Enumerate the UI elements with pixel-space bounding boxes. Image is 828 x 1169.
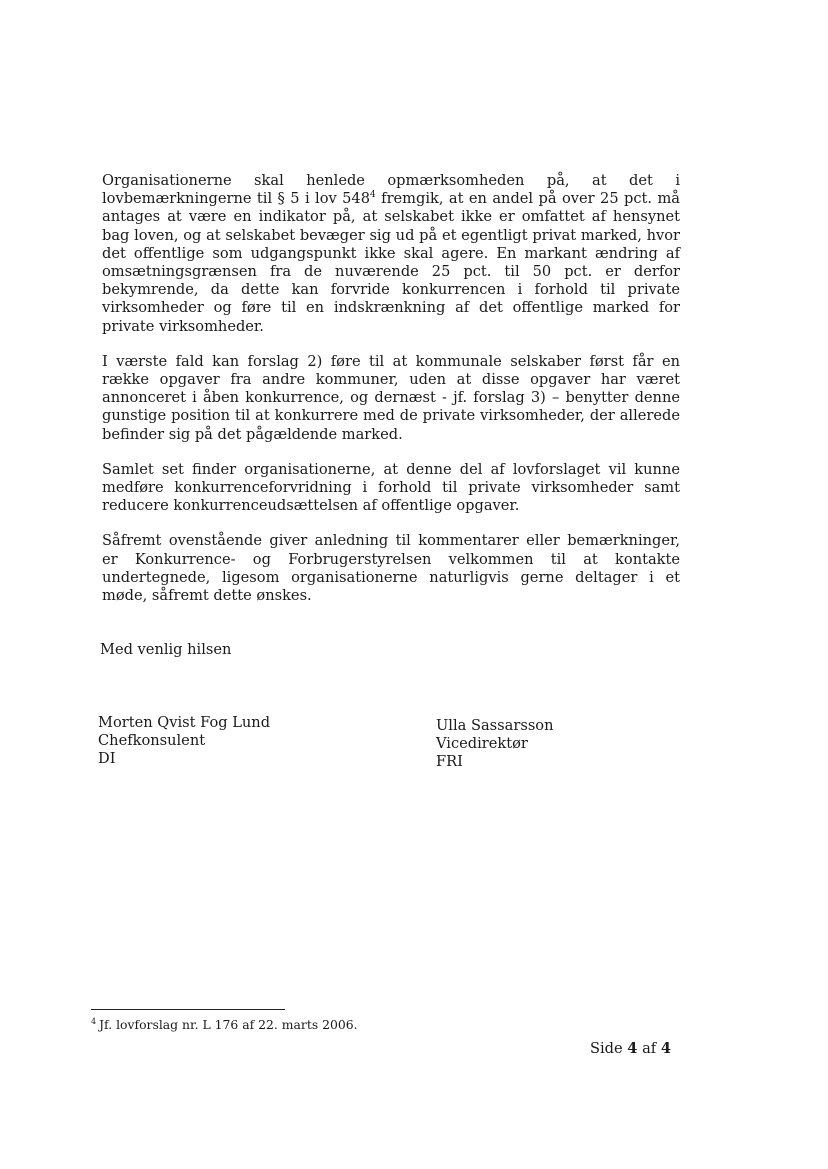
page-number-separator: af	[637, 1040, 661, 1057]
signatory-title: Chefkonsulent	[98, 732, 206, 749]
paragraph-1-part-1: Organisationerne skal henlede opmærksomheden på, at det i lovbemærkningerne til § 5 i lov 548	[102, 172, 680, 208]
signature-block-di	[98, 714, 270, 768]
paragraph-4: Såfremt ovenstående giver anledning til kommentarer eller bemærkninger, er Konkurrence- og Forbrugerstyrelsen velkommen til at kontakte undertegnede, ligesom organisationerne naturligvis gerne deltager i et møde, såfremt dette ønskes.	[102, 532, 680, 605]
paragraph-2: I værste fald kan forslag 2) føre til at kommunale selskaber først får en række opgaver fra andre kommuner, uden at disse opgaver har været annonceret i åben konkurrence, og dernæst - jf. forslag 3) – benytter denne gunstige position til at konkurrere med de private virksomheder, der allerede befinder sig på det pågældende marked.	[102, 352, 680, 443]
signatory-organization: DI	[98, 750, 116, 767]
paragraph-3: Samlet set finder organisationerne, at denne del af lovforslaget vil kunne medføre konkurrenceforvridning i forhold til private virksomheder samt reducere konkurrenceudsættelsen af offentlige opgaver.	[102, 460, 680, 515]
paragraph-1-part-2: fremgik, at en andel på over 25 pct. må antages at være en indikator på, at selskabet ikke er omfattet af hensynet bag loven, og at selskabet bevæger sig ud på et egentligt privat marked, hvor det offentlige som udgangspunkt ikke skal agere. En markant ændring af omsætningsgrænsen fra de nuværende 25 pct. til 50 pct. er derfor bekymrende, da dette kan forvride konkurrencen i forhold til private virksomheder og føre til en indskrænkning af det offentlige marked for private virksomheder.	[102, 190, 680, 335]
letter-body	[102, 172, 680, 622]
paragraph-1	[102, 172, 680, 336]
closing-salutation: Med venlig hilsen	[100, 641, 232, 658]
footnote	[91, 1017, 358, 1032]
signatory-title: Vicedirektør	[436, 735, 528, 752]
page-number-total: 4	[660, 1040, 671, 1057]
signature-block-fri	[436, 717, 554, 771]
page-number	[590, 1040, 671, 1058]
signatory-name: Ulla Sassarsson	[436, 717, 554, 734]
signatory-name: Morten Qvist Fog Lund	[98, 714, 271, 731]
footnote-divider	[91, 1009, 285, 1010]
footnote-mark: 4	[91, 1016, 97, 1026]
footnote-reference: 4	[370, 190, 376, 201]
page-number-prefix: Side	[590, 1040, 628, 1057]
footnote-text: Jf. lovforslag nr. L 176 af 22. marts 2006.	[99, 1017, 358, 1032]
page-number-current: 4	[627, 1040, 638, 1057]
signatory-organization: FRI	[436, 753, 463, 770]
